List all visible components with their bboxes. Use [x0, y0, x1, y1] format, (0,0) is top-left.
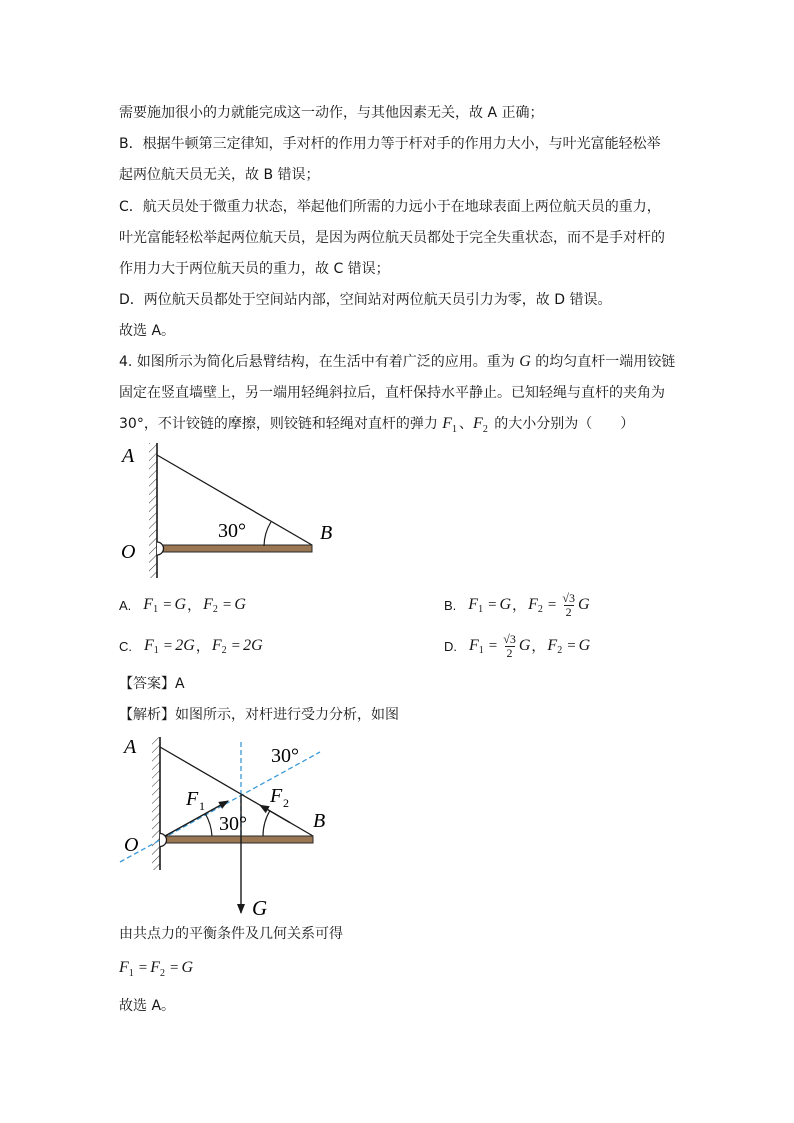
text-line: 故选 A。 — [119, 323, 176, 339]
angle-label-low: 30° — [219, 813, 247, 835]
text-line: D．两位航天员都处于空间站内部，空间站对两位航天员引力为零，故 D 错误。 — [119, 292, 612, 308]
text-line: B．根据牛顿第三定律知，手对杆的作用力等于杆对手的作用力大小，与叶光富能轻松举 — [119, 136, 661, 152]
angle-arc — [264, 522, 271, 546]
f1-subscript: 1 — [199, 799, 205, 813]
hinge — [157, 542, 164, 555]
rod — [163, 836, 313, 843]
f2-label: F — [270, 785, 283, 807]
fraction: $\frac{√3}{2}$ — [562, 590, 575, 619]
diagonal-dashed-line — [120, 752, 320, 862]
analysis-line: 【解析】如图所示，对杆进行受力分析，如图 — [119, 707, 399, 723]
label-a: A — [124, 736, 137, 758]
angle-label-top: 30° — [271, 745, 299, 767]
label-o: O — [124, 834, 139, 856]
final-answer: 故选 A。 — [119, 998, 176, 1014]
solution-equation: $F_1 = F_2 = G$ — [119, 959, 194, 979]
option-d: D. F 1 = $\frac{√3}{2}$ G ， F 2 = G — [444, 631, 591, 660]
text-line: C．航天员处于微重力状态，举起他们所需的力远小于在地球表面上两位航天员的重力， — [119, 199, 661, 215]
wall-hatching — [152, 737, 160, 870]
f2-subscript: 2 — [283, 796, 289, 810]
answer-value: A — [175, 676, 185, 692]
option-b: B. F 1 = G ， F 2 = $\frac{√3}{2}$ G — [444, 590, 590, 619]
cantilever-figure — [110, 440, 350, 585]
label-o: O — [121, 541, 136, 563]
label-a: A — [122, 445, 135, 467]
label-b: B — [313, 810, 326, 832]
f1-label: F — [186, 788, 199, 810]
question-line-3: 30°，不计铰链的摩擦，则铰链和轻绳对直杆的弹力 $F_1$ 、$F_2$ 的大小分别为（ ） — [119, 415, 635, 435]
label-b: B — [320, 522, 333, 544]
question-line-2: 固定在竖直墙壁上，另一端用轻绳斜拉后，直杆保持水平静止。已知轻绳与直杆的夹角为 — [119, 385, 665, 401]
question-line-1: 4. 如图所示为简化后悬臂结构，在生活中有着广泛的应用。重为 G 的均匀直杆一端用铰链 — [119, 353, 676, 370]
rod — [163, 545, 312, 552]
wall-hatching — [149, 443, 157, 578]
answer-line — [119, 674, 185, 694]
text-line: 作用力大于两位航天员的重力，故 C 错误； — [119, 261, 390, 277]
angle-arc-o — [206, 814, 213, 836]
angle-label: 30° — [218, 520, 246, 542]
text-line: 起两位航天员无关，故 B 错误； — [119, 167, 320, 183]
option-a: A. F 1 = G ， F 2 = G — [119, 596, 246, 615]
force-analysis-figure — [110, 735, 340, 921]
text-line: 叶光富能轻松举起两位航天员，是因为两位航天员都处于完全失重状态，而不是手对杆的 — [119, 230, 665, 246]
text-line: 需要施加很小的力就能完成这一动作，与其他因素无关，故 A 正确； — [119, 105, 544, 121]
answer-tag: 【答案】 — [119, 676, 175, 692]
solution-text: 由共点力的平衡条件及几何关系可得 — [119, 926, 343, 942]
analysis-tag: 【解析】 — [119, 707, 175, 723]
option-c: C. F 1 = 2G ， F 2 = 2G — [119, 637, 263, 656]
g-label: G — [252, 896, 268, 920]
weight-symbol: G — [519, 353, 531, 370]
fraction: $\frac{√3}{2}$ — [503, 631, 516, 660]
angle-arc-b — [263, 811, 270, 837]
